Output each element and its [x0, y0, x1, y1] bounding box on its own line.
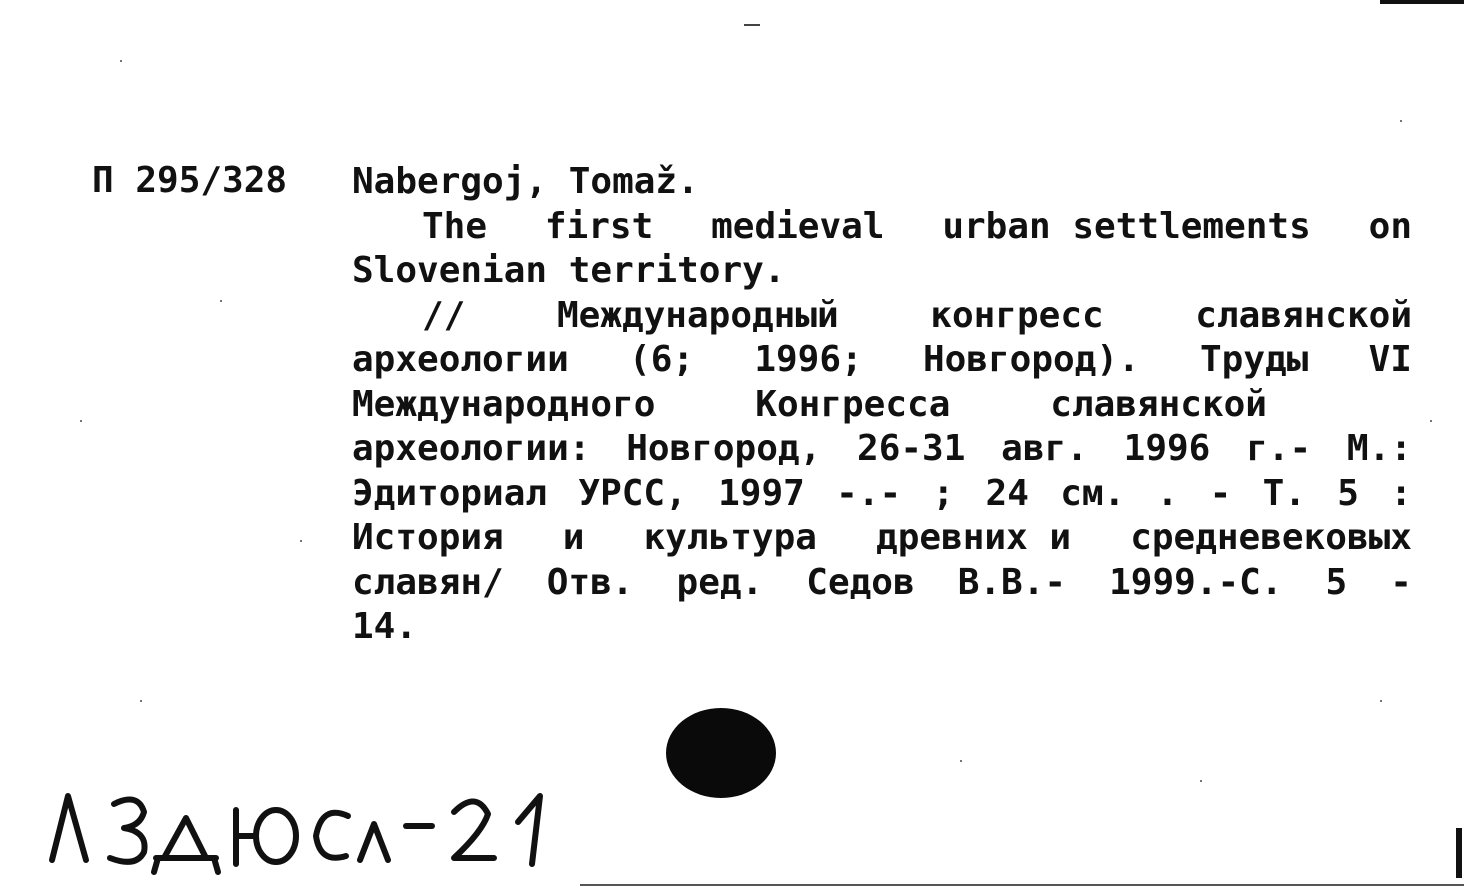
source-line-4 [352, 427, 1412, 472]
punch-hole [666, 708, 776, 798]
source-word: 26-31 [857, 428, 966, 469]
source-word: . [1156, 472, 1179, 514]
handwritten-code [40, 760, 580, 880]
source-line-1 [352, 294, 1412, 339]
shelf-mark: П 295/328 [92, 160, 288, 201]
source-word: Новгород). [922, 339, 1140, 380]
source-word: Новгород, [626, 428, 822, 469]
source-word: 5 [1325, 561, 1348, 603]
source-word: Эдиториал [352, 472, 548, 514]
source-word: славянской [1050, 383, 1267, 425]
source-word: авг. [1001, 428, 1088, 469]
title-word: The [422, 205, 488, 247]
source-line-8: 14. [352, 606, 418, 647]
source-word: ред. [676, 561, 764, 603]
title-line-1 [352, 205, 1412, 250]
title-word: first [544, 205, 654, 247]
source-word: конгресс [930, 294, 1104, 336]
source-word: // [422, 294, 466, 336]
source-word: В.В.- [957, 561, 1067, 603]
source-word: Конгресса [755, 383, 951, 425]
source-word: г.- [1246, 428, 1312, 469]
source-word: 5 [1337, 472, 1359, 514]
source-word: 1996 [1123, 428, 1211, 469]
source-line-5 [352, 472, 1412, 517]
source-word: и [562, 517, 585, 558]
title-word: urban settlements [942, 205, 1311, 247]
source-word: ; [932, 472, 955, 514]
bottom-edge-line [580, 884, 1464, 886]
source-word: УРСС, [578, 472, 687, 514]
source-word: Международный [556, 294, 839, 336]
source-word: (6; [629, 339, 695, 380]
source-word: культура [643, 517, 817, 558]
source-word: 1997 [718, 472, 805, 514]
source-word: археологии [352, 339, 569, 380]
title-word: on [1368, 205, 1412, 247]
source-line-2 [352, 338, 1412, 383]
source-word: - [1209, 472, 1232, 514]
source-word: археологии: [352, 428, 591, 469]
source-word: Отв. [546, 561, 634, 603]
source-word: славянской [1195, 294, 1412, 336]
source-word: История [352, 517, 504, 558]
source-word: Седов [806, 561, 915, 603]
top-dash-mark [744, 24, 760, 26]
source-line-7 [352, 561, 1412, 606]
source-word: Международного [352, 383, 656, 425]
source-word: 1996; [754, 339, 863, 380]
title-word: medieval [711, 205, 885, 247]
title-line-2: Slovenian territory. [352, 250, 786, 291]
source-word: средневековых [1130, 517, 1412, 558]
right-edge-mark [1456, 828, 1462, 878]
source-word: : [1390, 472, 1412, 514]
top-edge-mark [1380, 0, 1464, 4]
source-word: Т. [1262, 472, 1306, 514]
source-word: - [1390, 561, 1412, 603]
author: Nabergoj, Tomaž. [352, 161, 699, 202]
source-word: 1999.-С. [1109, 561, 1283, 603]
source-line-3 [352, 383, 1267, 428]
source-word: 24 [985, 472, 1029, 514]
source-line-6 [352, 516, 1412, 561]
source-word: Труды [1199, 339, 1309, 380]
source-word: см. [1060, 472, 1126, 514]
source-word: VI [1368, 339, 1412, 380]
source-word: -.- [836, 472, 902, 514]
source-word: славян/ [352, 561, 504, 603]
source-word: древних и [876, 517, 1072, 558]
bibliographic-entry [352, 160, 1412, 650]
source-word: М.: [1346, 428, 1412, 469]
